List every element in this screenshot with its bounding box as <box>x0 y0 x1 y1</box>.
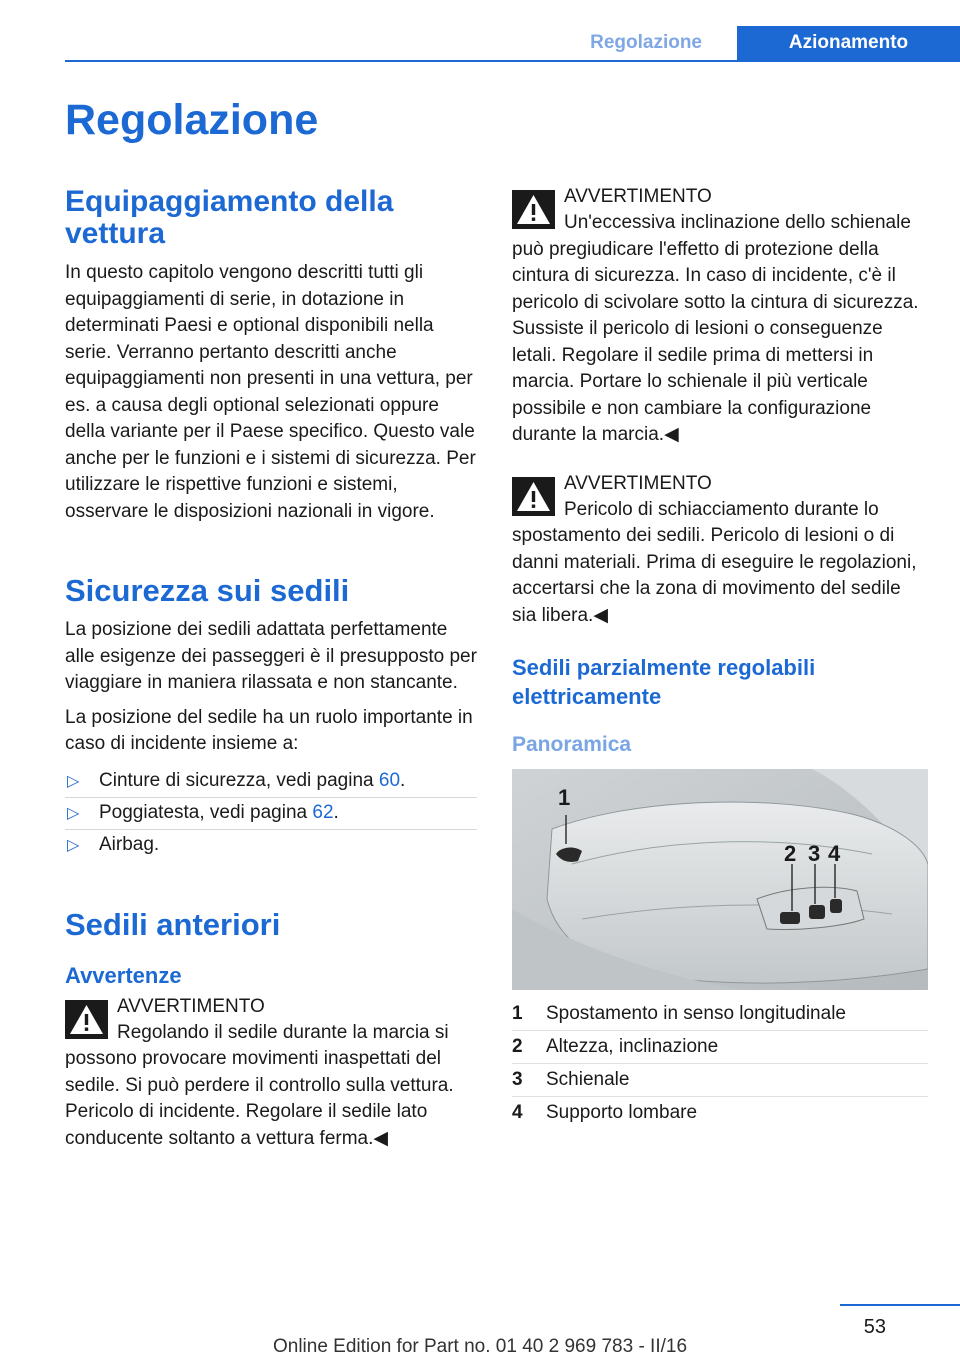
legend-label: Schienale <box>546 1069 630 1090</box>
list-item <box>65 830 477 861</box>
figure-legend <box>512 998 928 1129</box>
figure-label-1: 1 <box>558 785 571 810</box>
legend-label: Spostamento in senso longitudinale <box>546 1003 846 1024</box>
header-tab-chapter[interactable]: Azionamento <box>737 26 960 62</box>
notes-heading: Avvertenze <box>65 962 182 988</box>
list-item-text: Airbag. <box>99 833 160 855</box>
figure-label-4: 4 <box>828 841 841 866</box>
equip-heading: Equipaggiamento della vettura <box>65 185 394 250</box>
legend-row <box>512 1064 928 1097</box>
warning-body: può pregiudicare l'effetto di protezione della cintura di sicurezza. In caso di incidente, c'è il pericolo di scivolare sotto la cintura di sicurezza. Sussiste il pericolo di lesioni o conseguenze letali. Regolare il sedile prima di mettersi in marcia. Portare lo schienale il più verticale possibile e non cambiare la configurazione durante la marcia.◀ <box>512 238 919 445</box>
legend-number: 3 <box>512 1069 523 1090</box>
warning-title: AVVERTIMENTO <box>117 995 265 1017</box>
footer-rule <box>840 1304 960 1306</box>
legend-number: 4 <box>512 1102 523 1123</box>
triangle-bullet-icon: ▷ <box>67 772 80 790</box>
warning-title: AVVERTIMENTO <box>564 186 712 207</box>
front-seats-heading: Sedili anteriori <box>65 906 281 942</box>
warning-first-line: Pericolo di schiacciamento durante lo <box>564 498 879 520</box>
page-link[interactable]: 62 <box>312 801 334 823</box>
safety-list <box>65 766 477 861</box>
footer-edition: Online Edition for Part no. 01 40 2 969 783 - II/16 <box>272 1336 688 1357</box>
header-tab-section[interactable]: Regolazione <box>590 32 702 53</box>
triangle-bullet-icon: ▷ <box>67 804 80 822</box>
seat-drawing <box>512 769 928 990</box>
equip-text: In questo capitolo vengono descritti tutti gli equipaggiamenti di serie, in dotazione in determinati Paesi e optional disponibili nella serie. Verranno pertanto descritti anche equipaggiamenti non presenti in una vettura, per es. a causa degli optional selezionati oppure della variante per il Paese specifico. Questo vale anche per le funzioni e i sistemi di sicurezza. Per utilizzare le rispettive funzioni e sistemi, osservare le disposizioni nazionali in vigore. <box>65 262 476 522</box>
legend-label: Altezza, inclinazione <box>546 1036 719 1057</box>
warning-triangle-icon <box>512 190 555 229</box>
legend-number: 2 <box>512 1036 523 1057</box>
list-item: ▷ Cinture di sicurezza, vedi pagina 60. <box>65 766 477 798</box>
legend-row <box>512 1031 928 1064</box>
list-item-text: Poggiatesta, vedi pagina <box>99 801 313 823</box>
figure-label-2: 2 <box>784 841 797 866</box>
figure-label-3: 3 <box>808 841 821 866</box>
warning-box <box>65 994 477 1153</box>
warning-body: spostamento dei sedili. Pericolo di lesioni o di danni materiali. Prima di eseguire le regolazioni, accertarsi che la zona di movimento del sedile sia libera.◀ <box>512 525 917 626</box>
triangle-bullet-icon: ▷ <box>67 836 80 854</box>
header-rule <box>65 60 960 62</box>
partial-seats-heading: Sedili parzialmente regolabili elettricamente <box>512 655 816 709</box>
left-column <box>65 186 477 1152</box>
warning-first-line: Un'eccessiva inclinazione dello schienale <box>564 212 911 233</box>
legend-row <box>512 1097 928 1129</box>
legend-label: Supporto lombare <box>546 1102 698 1123</box>
warning-body: possono provocare movimenti inaspettati del sedile. Si può perdere il controllo sulla vettura. Pericolo di incidente. Regolare il sedile lato conducente soltanto a vettura ferma.◀ <box>65 1048 454 1149</box>
warning-triangle-icon <box>512 477 555 516</box>
legend-number: 1 <box>512 1003 523 1024</box>
warning-box <box>512 471 928 630</box>
list-item: ▷ Poggiatesta, vedi pagina 62. <box>65 798 477 830</box>
warning-box <box>512 184 928 449</box>
legend-row <box>512 998 928 1031</box>
right-column <box>512 184 928 757</box>
page-number: 53 <box>863 1316 886 1338</box>
page-link[interactable]: 60 <box>378 769 401 791</box>
safety-paragraph-2: La posizione del sedile ha un ruolo importante in caso di incidente insieme a: <box>65 706 473 754</box>
warning-title: AVVERTIMENTO <box>564 472 712 494</box>
list-item-text: Cinture di sicurezza, vedi pagina <box>99 769 379 791</box>
overview-heading: Panoramica <box>512 733 632 756</box>
page-title: Regolazione <box>65 96 319 144</box>
safety-heading: Sicurezza sui sedili <box>65 573 350 608</box>
seat-illustration <box>512 769 928 990</box>
warning-triangle-icon <box>65 1000 108 1039</box>
warning-first-line: Regolando il sedile durante la marcia si <box>117 1021 449 1043</box>
safety-paragraph-1: La posizione dei sedili adattata perfettamente alle esigenze dei passeggeri è il presupposto per viaggiare in maniera rilassata e non stancante. <box>65 619 477 693</box>
